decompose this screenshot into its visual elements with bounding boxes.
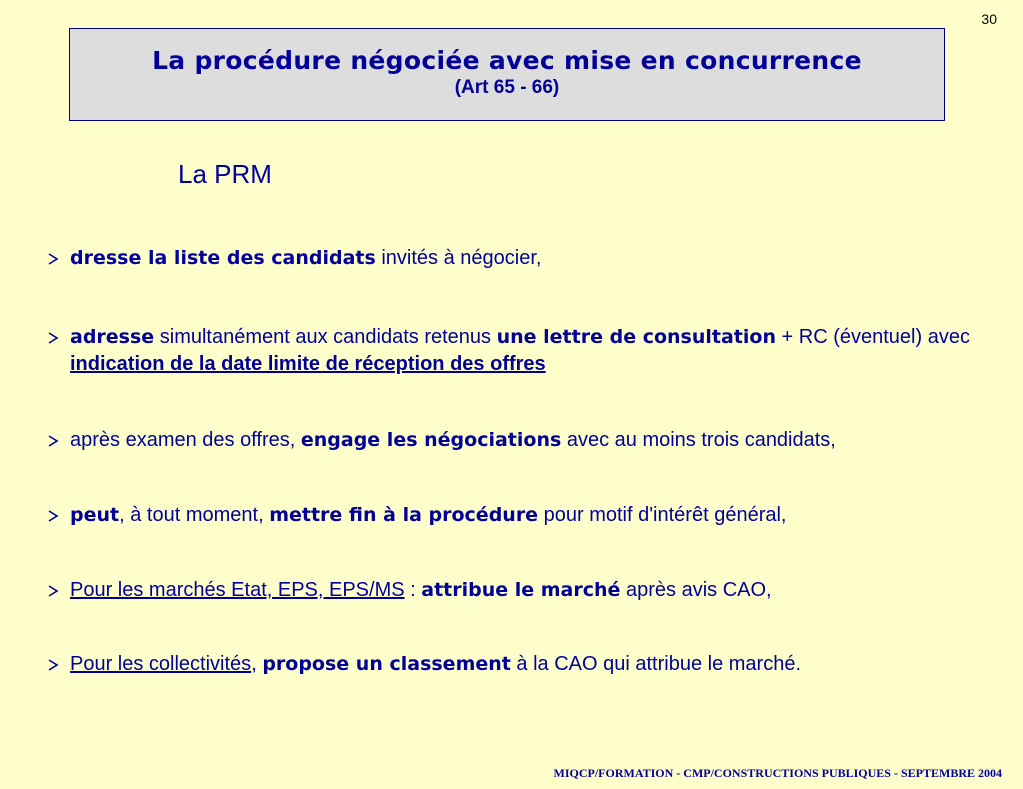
bullet-text: , à tout moment, <box>119 504 270 526</box>
bullet-link[interactable]: Pour les marchés Etat, EPS, EPS/MS <box>70 579 405 601</box>
footer-text: MIQCP/FORMATION - CMP/CONSTRUCTIONS PUBLIQUES - SEPTEMBRE 2004 <box>553 766 1002 780</box>
bullet-link[interactable]: Pour les collectivités <box>70 653 252 675</box>
page-title: La procédure négociée avec mise en concurrence <box>152 46 862 75</box>
bullet-item <box>46 577 772 604</box>
arrow-bullet-icon <box>46 502 60 529</box>
arrow-bullet-icon <box>46 577 60 604</box>
bullet-text: invités à négocier, <box>375 247 542 269</box>
bullet-emphasis: une lettre de consultation <box>496 326 776 348</box>
bullet-item <box>46 427 836 454</box>
bullet-item <box>46 502 786 529</box>
page-subtitle: (Art 65 - 66) <box>454 77 560 98</box>
bullet-link[interactable]: indication de la date limite de réception des offres <box>70 353 546 375</box>
bullet-text: avec au moins trois candidats, <box>561 429 836 451</box>
bullet-text: après examen des offres, <box>70 429 301 451</box>
bullet-text: , <box>251 653 263 675</box>
bullet-emphasis: dresse la liste des candidats <box>70 247 376 269</box>
bullet-text: à la CAO qui attribue le marché. <box>510 653 802 675</box>
arrow-bullet-icon <box>46 245 60 272</box>
bullet-emphasis: adresse <box>70 326 155 348</box>
bullet-emphasis: mettre fin à la procédure <box>269 504 539 526</box>
bullet-text: + RC (éventuel) avec <box>775 326 970 348</box>
title-box <box>69 28 945 121</box>
bullet-text: pour motif d'intérêt général, <box>538 504 787 526</box>
bullet-item <box>46 245 541 272</box>
bullet-text: simultanément aux candidats retenus <box>154 326 497 348</box>
bullet-text: après avis CAO, <box>620 579 772 601</box>
bullet-emphasis: propose un classement <box>262 653 511 675</box>
bullet-emphasis: engage les négociations <box>300 429 562 451</box>
subject-heading: La PRM <box>178 159 272 189</box>
bullet-item <box>46 651 801 678</box>
bullet-item <box>46 324 996 378</box>
bullet-emphasis: peut <box>70 504 120 526</box>
page-number: 30 <box>981 11 997 27</box>
arrow-bullet-icon <box>46 651 60 678</box>
bullet-text: : <box>404 579 422 601</box>
arrow-bullet-icon <box>46 427 60 454</box>
arrow-bullet-icon <box>46 324 60 351</box>
bullet-emphasis: attribue le marché <box>421 579 621 601</box>
